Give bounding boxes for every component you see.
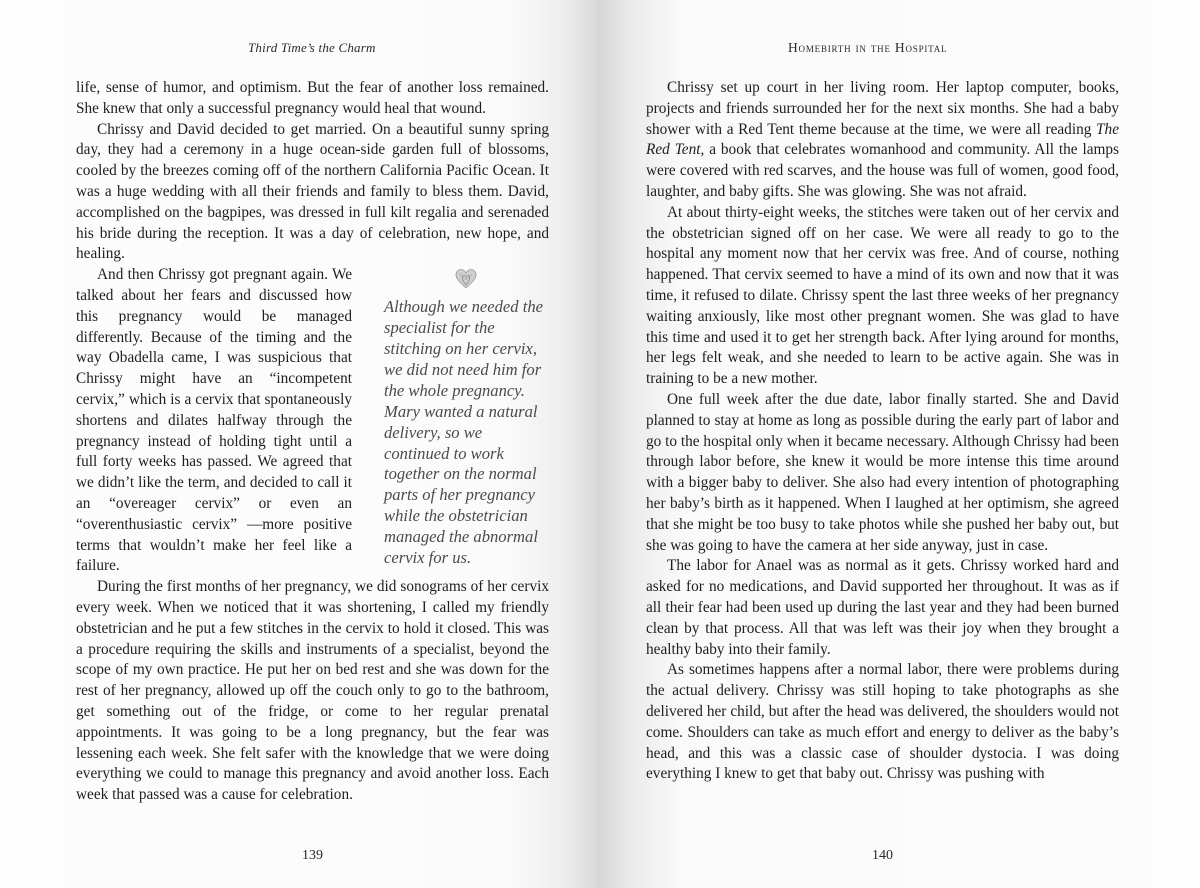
paragraph: At about thirty-eight weeks, the stitches were taken out of her cervix and the obstetrician signed off on her case. We were all ready to go to the hospital any moment now that her cervix was free. And of course, nothing happened. That cervix seemed to have a mind of its own and now that it was time, it refused to dilate. Chrissy spent the last three weeks of her pregnancy waiting anxiously, like most other pregnant women. She was glad to have this time and used it to get her strength back. After lying around for months, her legs felt weak, and she needed to learn to be active again. She was in training to be a new mother. [646,203,1119,388]
paragraph: Chrissy and David decided to get married. On a beautiful sunny spring day, they had a ceremony in a huge ocean-side garden full of blossoms, cooled by the breezes coming off of the northern California Pacific Ocean. It was a huge wedding with all their friends and family to bless them. David, accomplished on the bagpipes, was dressed in full kilt regalia and serenaded his bride during the reception. It was a day of celebration, new hope, and healing. [76,120,549,263]
heart-flourish-icon [454,267,478,291]
running-head-left: Third Time’s the Charm [248,40,376,55]
paragraph [646,78,1119,203]
page-number-left: 139 [302,848,323,863]
right-page [598,0,1200,888]
pull-quote-text: Although we needed the specialist for the stitching on her cervix, we did not need him for the whole pregnancy. Mary wanted a natural delivery, so we continued to work together on the normal parts of her pregnancy while the obstetrician managed the abnormal cervix for us. [384,297,543,568]
right-text-block [646,78,1119,785]
paragraph-text: Chrissy set up court in her living room. Her laptop computer, books, projects and friends surrounded her for the next six months. She had a baby shower with a Red Tent theme because at the time, we were all reading [646,79,1119,138]
left-page [0,0,598,888]
book-title: The Red Tent [646,120,1119,159]
page-number-right: 140 [872,848,893,863]
paragraph: One full week after the due date, labor finally started. She and David planned to stay at home as long as possible during the early part of labor and go to the hospital only when it became necessary. Although Chrissy had been through labor before, she knew it would be more intense this time around with a bigger baby to deliver. She also had every intention of photographing her baby’s birth as it happened. When I laughed at her optimism, she agreed that she might be too busy to take photos while she pushed her baby out, but she was going to have the camera at her side anyway, just in case. [646,390,1119,554]
paragraph: As sometimes happens after a normal labor, there were problems during the actual delivery. Chrissy was still hoping to take photographs as she delivered her child, but after the head was delivered, the shoulders would not come. Shoulders can take as much effort and energy to deliver as the baby’s head, and this was a classic case of shoulder dystocia. I was doing everything I knew to get that baby out. Chrissy was pushing with [646,661,1119,783]
pull-quote [384,267,549,569]
paragraph: During the first months of her pregnancy, we did sonograms of her cervix every week. When we noticed that it was shortening, I called my friendly obstetrician and he put a few stitches in the cervix to hold it closed. This was a procedure requiring the skills and instruments of a specialist, beyond the scope of my own practice. He put her on bed rest and she was down for the rest of her pregnancy, allowed up off the couch only to go to the bathroom, get something out of the fridge, or come to her regular prenatal appointments. It was going to be a long pregnancy, but the fear was lessening each week. She felt safer with the knowledge that we were doing everything we could to manage this pregnancy and avoid another loss. Each week that passed was a cause for celebration. [76,578,549,804]
left-text-block [76,78,549,806]
paragraph: And then Chrissy got pregnant again. We talked about her fears and discussed how this pregnancy would be managed differently. Because of the timing and the way Obadella came, I was suspicious that Chrissy might have an “incompetent cervix,” which is a cervix that spontaneously shortens and dilates halfway through the pregnancy instead of holding tight until a full forty weeks has passed. We agreed that we didn’t like the term, and decided to call it an “overeager cervix” or even an “overenthusiastic cervix” —more positive terms that wouldn’t make her feel like a failure. [76,266,352,575]
paragraph: life, sense of humor, and optimism. But the fear of another loss remained. She knew that only a successful pregnancy would heal that wound. [76,79,549,117]
running-head-right: Homebirth in the Hospital [788,40,948,55]
paragraph: The labor for Anael was as normal as it gets. Chrissy worked hard and asked for no medications, and David supported her throughout. It was as if all their fear had been used up during the last year and they had been burned clean by that process. All that was left was their joy when they brought a healthy baby into their family. [646,557,1119,658]
paragraph-text: , a book that celebrates womanhood and community. All the lamps were covered with red scarves, and the house was full of women, good food, laughter, and baby gifts. She was glowing. She was not afraid. [646,141,1119,200]
